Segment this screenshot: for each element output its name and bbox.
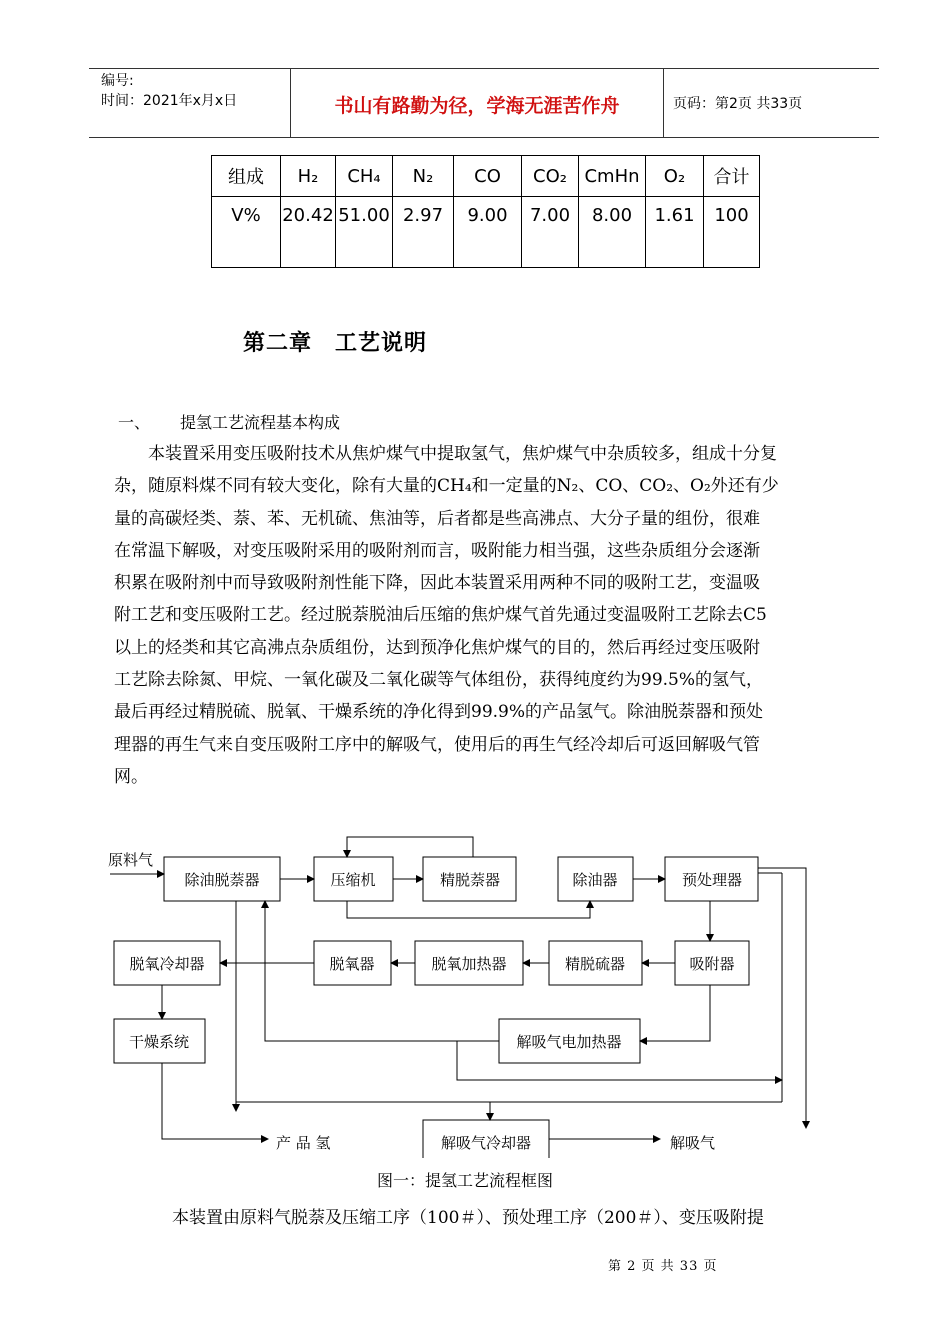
header-motto: 书山有路勤为径，学海无涯苦作舟 — [334, 95, 620, 117]
paragraph-line: 以上的烃类和其它高沸点杂质组份，达到预净化焦炉煤气的目的，然后再经过变压吸附 — [114, 637, 760, 658]
code-label: 编号: — [101, 73, 134, 89]
paragraph-line: 附工艺和变压吸附工艺。经过脱萘脱油后压缩的焦炉煤气首先通过变温吸附工艺除去C5 — [114, 605, 767, 626]
paragraph-line: 本装置采用变压吸附技术从焦炉煤气中提取氢气，焦炉煤气中杂质较多，组成十分复 — [114, 444, 777, 464]
label-drying: 干燥系统 — [128, 1033, 190, 1051]
table-row-label: V% — [212, 197, 281, 268]
label-deoil-denaph: 除油脱萘器 — [184, 871, 260, 889]
table-header-cell: CO₂ — [522, 156, 579, 197]
paragraph-line: 积累在吸附剂中而导致吸附剂性能下降，因此本装置采用两种不同的吸附工艺，变温吸 — [114, 573, 760, 594]
table-cell: 9.00 — [454, 197, 522, 268]
header-page-label: 页码：第2页 共33页 — [673, 96, 803, 112]
label-deoiler: 除油器 — [572, 871, 618, 889]
label-fine-denaph: 精脱萘器 — [439, 871, 501, 889]
table-cell: 1.61 — [646, 197, 704, 268]
table-header-cell: O₂ — [646, 156, 704, 197]
label-desorb-cooler: 解吸气冷却器 — [440, 1134, 532, 1152]
section-heading — [118, 410, 340, 433]
paragraph-line: 在常温下解吸，对变压吸附采用的吸附剂而言，吸附能力相当强，这些杂质组分会逐渐 — [114, 540, 760, 561]
header-meta — [101, 71, 237, 111]
body-paragraph — [114, 438, 858, 793]
label-desorb-heater: 解吸气电加热器 — [516, 1033, 622, 1051]
paragraph-line: 网。 — [114, 766, 148, 787]
label-pretreater: 预处理器 — [681, 871, 743, 889]
label-deox-cooler: 脱氧冷却器 — [129, 955, 205, 973]
table-header-cell: 组成 — [212, 156, 281, 197]
paragraph-line: 理器的再生气来自变压吸附工序中的解吸气，使用后的再生气经冷却后可返回解吸气管 — [114, 734, 760, 755]
process-flow-diagram — [100, 828, 830, 1158]
page-header — [89, 68, 879, 138]
table-header-cell: H₂ — [281, 156, 336, 197]
line-compressor-deoiler — [347, 901, 590, 918]
label-feed: 原料气 — [108, 851, 154, 869]
line-recycle-loop — [347, 837, 473, 857]
paragraph-line: 最后再经过精脱硫、脱氧、干燥系统的净化得到99.9%的产品氢气。除油脱萘器和预处 — [114, 702, 764, 723]
line-product — [162, 1063, 268, 1139]
label-desorb-gas: 解吸气 — [670, 1134, 716, 1152]
label-fine-desulf: 精脱硫器 — [564, 955, 626, 973]
label-deox-heater: 脱氧加热器 — [431, 955, 507, 973]
table-header-cell: CO — [454, 156, 522, 197]
table-header-cell: 合计 — [704, 156, 760, 197]
table-row — [212, 197, 760, 268]
label-deoxidizer: 脱氧器 — [329, 955, 375, 973]
table-cell: 20.42 — [281, 197, 336, 268]
paragraph-line: 杂，随原料煤不同有较大变化，除有大量的CH₄和一定量的N₂、CO、CO₂、O₂外还有少 — [114, 476, 779, 497]
table-header-cell: CmHn — [579, 156, 646, 197]
paragraph-line: 量的高碳烃类、萘、苯、无机硫、焦油等，后者都是些高沸点、大分子量的组份，很难 — [114, 508, 760, 529]
section-title: 提氢工艺流程基本构成 — [180, 413, 341, 432]
figure-caption: 图一：提氢工艺流程框图 — [377, 1171, 554, 1190]
section-number: 一、 — [118, 413, 151, 432]
table-cell: 100 — [704, 197, 760, 268]
gas-composition-table — [211, 155, 760, 268]
time-label: 时间：2021年x月x日 — [101, 93, 238, 109]
body-paragraph-continued: 本装置由原料气脱萘及压缩工序（100＃）、预处理工序（200＃）、变压吸附提 — [172, 1208, 764, 1228]
label-product-h2: 产 品 氢 — [276, 1134, 331, 1152]
table-cell: 8.00 — [579, 197, 646, 268]
label-adsorber: 吸附器 — [689, 955, 735, 973]
table-cell: 2.97 — [393, 197, 454, 268]
paragraph-line: 工艺除去除氮、甲烷、一氧化碳及二氧化碳等气体组份，获得纯度约为99.5%的氢气， — [114, 670, 764, 691]
table-cell: 7.00 — [522, 197, 579, 268]
header-divider — [663, 69, 664, 137]
line-adsorber-desorbheater — [640, 985, 710, 1041]
table-header-cell: N₂ — [393, 156, 454, 197]
page-footer: 第 2 页 共 33 页 — [608, 1259, 718, 1274]
chapter-title: 第二章 工艺说明 — [243, 331, 428, 356]
table-cell: 51.00 — [336, 197, 393, 268]
table-header-row — [212, 156, 760, 197]
label-compressor: 压缩机 — [330, 871, 376, 889]
table-header-cell: CH₄ — [336, 156, 393, 197]
